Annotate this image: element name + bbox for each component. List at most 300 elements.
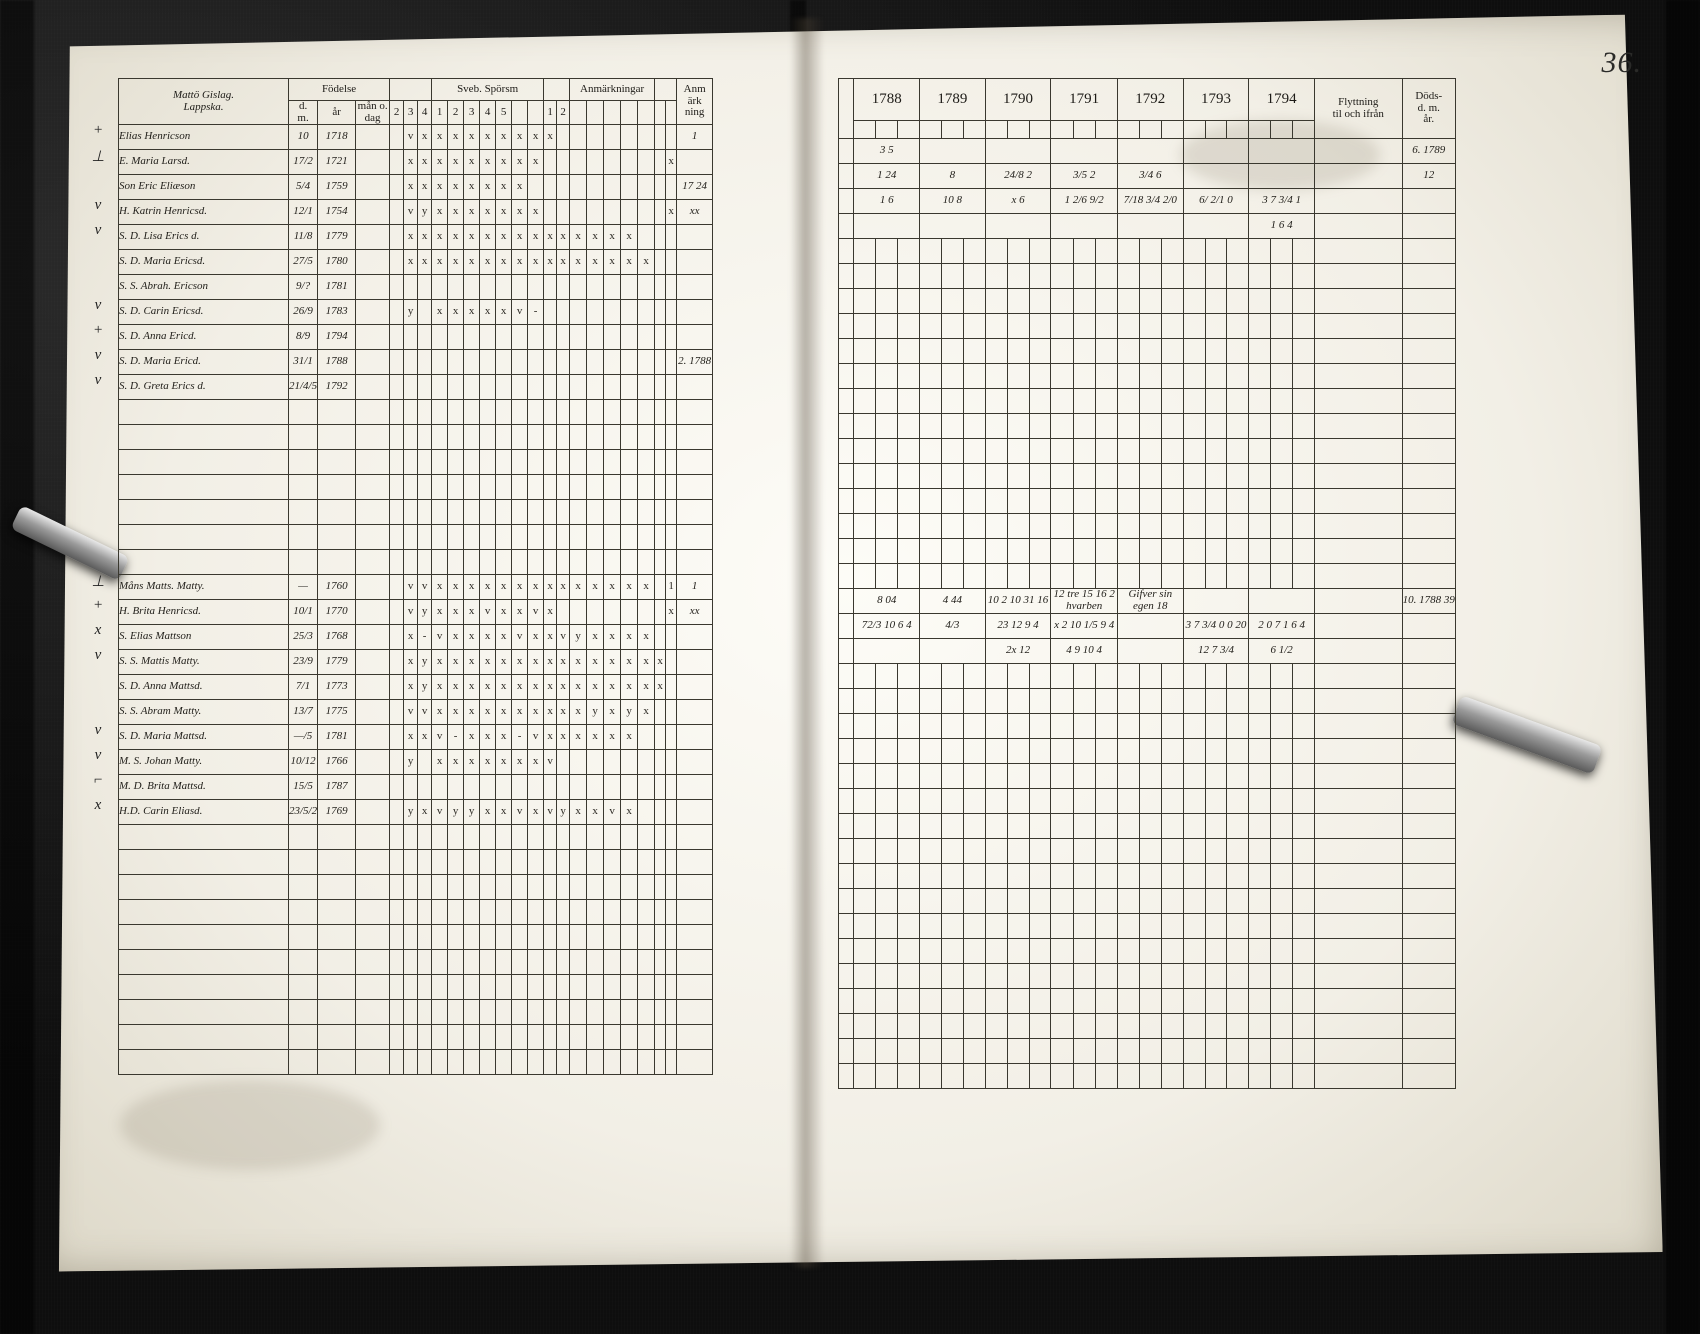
check-cell: x [638, 575, 655, 600]
empty-cell [1073, 939, 1095, 964]
margin-symbol: v [94, 372, 102, 388]
empty-cell [544, 975, 557, 1000]
empty-cell [1139, 739, 1161, 764]
check-cell: x [557, 250, 570, 275]
flyttning-entry [1314, 214, 1402, 239]
check-cell [666, 350, 677, 375]
empty-cell [496, 500, 512, 525]
empty-cell [557, 425, 570, 450]
empty-cell [1227, 914, 1249, 939]
row-lead [839, 539, 854, 564]
birth-day: 10 [289, 125, 318, 150]
empty-cell [677, 925, 713, 950]
empty-cell [876, 389, 898, 414]
empty-cell [570, 475, 587, 500]
empty-cell [898, 389, 920, 414]
check-cell [604, 775, 621, 800]
empty-cell [898, 489, 920, 514]
check-cell: x [666, 150, 677, 175]
empty-cell [1029, 389, 1051, 414]
empty-name [119, 1050, 289, 1075]
empty-cell [666, 500, 677, 525]
birth-day: — [289, 575, 318, 600]
check-cell [638, 750, 655, 775]
empty-cell [920, 664, 942, 689]
empty-cell [1051, 689, 1073, 714]
empty-cell [1051, 364, 1073, 389]
note-cell [677, 275, 713, 300]
empty-cell [1139, 989, 1161, 1014]
check-cell: v [418, 575, 432, 600]
check-cell: x [544, 250, 557, 275]
empty-cell [1205, 689, 1227, 714]
empty-cell [1249, 889, 1271, 914]
empty-cell [876, 839, 898, 864]
empty-cell [677, 850, 713, 875]
empty-cell [1314, 764, 1402, 789]
empty-cell [587, 1000, 604, 1025]
empty-cell [985, 789, 1007, 814]
empty-cell [1314, 1039, 1402, 1064]
check-cell: x [448, 650, 464, 675]
empty-cell [1183, 364, 1205, 389]
empty-cell [1095, 414, 1117, 439]
row-lead [839, 514, 854, 539]
empty-cell [1183, 664, 1205, 689]
empty-cell [544, 900, 557, 925]
margin-symbol: v [94, 197, 102, 213]
check-cell: x [418, 250, 432, 275]
check-cell [604, 300, 621, 325]
empty-cell [604, 1050, 621, 1075]
col-cat-3: 3 [464, 101, 480, 125]
row-lead [839, 814, 854, 839]
year-entry [1249, 139, 1315, 164]
empty-cell [1402, 539, 1455, 564]
empty-cell [1095, 689, 1117, 714]
empty-cell [587, 475, 604, 500]
empty-cell [1402, 814, 1455, 839]
check-cell: x [638, 675, 655, 700]
table-row [119, 650, 713, 675]
empty-cell [666, 525, 677, 550]
empty-cell [898, 1064, 920, 1089]
empty-cell [1227, 1064, 1249, 1089]
empty-cell [1314, 989, 1402, 1014]
check-cell [496, 275, 512, 300]
check-cell: x [464, 600, 480, 625]
person-name: S. D. Anna Ericd. [119, 325, 289, 350]
empty-cell [621, 475, 638, 500]
empty-cell [677, 825, 713, 850]
empty-cell [920, 939, 942, 964]
table-row [839, 189, 1456, 214]
empty-cell [356, 1025, 390, 1050]
empty-cell [898, 1039, 920, 1064]
year-header-1793: 1793 [1183, 79, 1249, 121]
col-birth-parish: mån o. dag [356, 101, 390, 125]
empty-cell [1007, 714, 1029, 739]
check-cell [390, 300, 404, 325]
empty-cell [1139, 389, 1161, 414]
person-name: S. D. Anna Mattsd. [119, 675, 289, 700]
birth-year: 1788 [318, 350, 356, 375]
birth-year: 1769 [318, 800, 356, 825]
year-header-1790: 1790 [985, 79, 1051, 121]
empty-cell [1183, 489, 1205, 514]
row-lead [839, 439, 854, 464]
empty-cell [1051, 539, 1073, 564]
empty-cell [1293, 864, 1315, 889]
empty-cell [464, 1050, 480, 1075]
empty-cell [1007, 964, 1029, 989]
check-cell [432, 375, 448, 400]
empty-cell [1205, 464, 1227, 489]
empty-cell [941, 239, 963, 264]
birth-day: 17/2 [289, 150, 318, 175]
check-cell [638, 225, 655, 250]
check-cell: y [418, 650, 432, 675]
empty-cell [1139, 564, 1161, 589]
check-cell [638, 300, 655, 325]
check-cell: x [638, 650, 655, 675]
empty-name [119, 550, 289, 575]
empty-cell [898, 364, 920, 389]
empty-cell [496, 475, 512, 500]
empty-cell [898, 314, 920, 339]
check-cell: x [528, 250, 544, 275]
empty-cell [496, 525, 512, 550]
empty-cell [318, 525, 356, 550]
note-cell [677, 800, 713, 825]
empty-cell [941, 689, 963, 714]
empty-cell [356, 950, 390, 975]
empty-cell [1117, 814, 1139, 839]
empty-cell [1139, 464, 1161, 489]
empty-cell [356, 525, 390, 550]
birth-year: 1783 [318, 300, 356, 325]
empty-cell [1073, 389, 1095, 414]
empty-cell [557, 550, 570, 575]
empty-cell [448, 525, 464, 550]
empty-cell [963, 714, 985, 739]
empty-cell [920, 1014, 942, 1039]
check-cell [587, 750, 604, 775]
empty-cell [985, 864, 1007, 889]
empty-cell [570, 450, 587, 475]
row-lead [839, 839, 854, 864]
empty-cell [677, 950, 713, 975]
empty-cell [854, 414, 876, 439]
empty-cell [1293, 689, 1315, 714]
check-cell [570, 750, 587, 775]
empty-cell [1271, 814, 1293, 839]
check-cell: x [557, 725, 570, 750]
left-title [119, 79, 289, 125]
empty-cell [854, 239, 876, 264]
check-cell [496, 325, 512, 350]
check-cell: x [528, 125, 544, 150]
empty-cell [621, 825, 638, 850]
check-cell: x [570, 675, 587, 700]
empty-row [839, 389, 1456, 414]
empty-cell [1293, 489, 1315, 514]
table-row [119, 375, 713, 400]
empty-cell [1271, 739, 1293, 764]
check-cell [528, 350, 544, 375]
sub-d3 [1095, 121, 1117, 139]
row-lead [839, 889, 854, 914]
note-cell [677, 250, 713, 275]
year-entry: 23 12 9 4 [985, 614, 1051, 639]
empty-cell [418, 875, 432, 900]
empty-cell [480, 400, 496, 425]
empty-cell [1095, 1039, 1117, 1064]
empty-cell [1051, 1064, 1073, 1089]
row-lead [839, 189, 854, 214]
empty-cell [1051, 664, 1073, 689]
empty-cell [1249, 439, 1271, 464]
empty-cell [1183, 239, 1205, 264]
year-entry: 3 7 3/4 0 0 20 [1183, 614, 1249, 639]
empty-cell [655, 1025, 666, 1050]
check-cell: x [404, 675, 418, 700]
check-cell [432, 275, 448, 300]
empty-cell [854, 764, 876, 789]
empty-cell [289, 500, 318, 525]
empty-cell [496, 1000, 512, 1025]
check-cell: x [404, 250, 418, 275]
empty-name [119, 500, 289, 525]
empty-cell [432, 950, 448, 975]
empty-cell [1271, 564, 1293, 589]
row-lead [839, 164, 854, 189]
empty-cell [1029, 964, 1051, 989]
empty-cell [557, 875, 570, 900]
empty-cell [480, 425, 496, 450]
check-cell: x [448, 750, 464, 775]
empty-cell [496, 850, 512, 875]
sub-c3 [1029, 121, 1051, 139]
empty-cell [1314, 889, 1402, 914]
empty-cell [289, 975, 318, 1000]
empty-cell [941, 414, 963, 439]
check-cell: x [496, 175, 512, 200]
birth-year: 1766 [318, 750, 356, 775]
row-lead [839, 789, 854, 814]
empty-cell [854, 564, 876, 589]
check-cell: v [404, 200, 418, 225]
empty-cell [1139, 289, 1161, 314]
empty-cell [318, 425, 356, 450]
empty-cell [1117, 314, 1139, 339]
empty-cell [448, 950, 464, 975]
check-cell: x [404, 650, 418, 675]
empty-cell [655, 850, 666, 875]
empty-cell [1249, 864, 1271, 889]
flyttning-line-1: Flyttning [1338, 95, 1379, 108]
empty-cell [876, 739, 898, 764]
empty-cell [941, 1039, 963, 1064]
margin-symbol: ⊥ [91, 149, 105, 165]
check-cell: x [480, 625, 496, 650]
empty-cell [1271, 714, 1293, 739]
year-entry: 12 tre 15 16 2 hvarben [1051, 589, 1118, 614]
empty-cell [318, 1000, 356, 1025]
empty-cell [1139, 239, 1161, 264]
empty-cell [557, 950, 570, 975]
sub-f3 [1227, 121, 1249, 139]
empty-cell [1117, 939, 1139, 964]
empty-cell [1205, 964, 1227, 989]
empty-cell [963, 989, 985, 1014]
empty-cell [604, 425, 621, 450]
sub-d2 [1073, 121, 1095, 139]
empty-cell [1161, 789, 1183, 814]
birth-year: 1781 [318, 725, 356, 750]
empty-cell [496, 425, 512, 450]
check-cell: x [570, 250, 587, 275]
empty-cell [418, 950, 432, 975]
empty-cell [432, 1000, 448, 1025]
check-cell: x [464, 725, 480, 750]
empty-cell [920, 839, 942, 864]
empty-cell [1139, 789, 1161, 814]
note-cell: 2. 1788 [677, 350, 713, 375]
empty-cell [448, 825, 464, 850]
empty-row [839, 264, 1456, 289]
empty-cell [587, 975, 604, 1000]
empty-cell [1249, 664, 1271, 689]
empty-cell [1271, 464, 1293, 489]
check-cell [638, 800, 655, 825]
check-cell: x [512, 225, 528, 250]
empty-cell [1007, 914, 1029, 939]
row-lead [839, 314, 854, 339]
empty-cell [1402, 664, 1455, 689]
empty-cell [587, 450, 604, 475]
empty-cell [920, 739, 942, 764]
empty-cell [1117, 989, 1139, 1014]
empty-cell [289, 550, 318, 575]
empty-cell [1029, 989, 1051, 1014]
empty-cell [941, 464, 963, 489]
check-cell: x [587, 675, 604, 700]
empty-cell [1051, 239, 1073, 264]
empty-cell [1205, 664, 1227, 689]
check-cell: v [512, 625, 528, 650]
empty-cell [1007, 539, 1029, 564]
empty-cell [1227, 964, 1249, 989]
empty-cell [898, 889, 920, 914]
empty-cell [1271, 339, 1293, 364]
empty-cell [1227, 339, 1249, 364]
empty-cell [854, 389, 876, 414]
empty-cell [1314, 289, 1402, 314]
empty-cell [1271, 1064, 1293, 1089]
check-cell: x [448, 175, 464, 200]
check-cell: x [464, 250, 480, 275]
check-cell [666, 325, 677, 350]
check-cell [570, 300, 587, 325]
empty-cell [985, 664, 1007, 689]
year-entry: 10 2 10 31 16 [985, 589, 1051, 614]
empty-cell [604, 875, 621, 900]
empty-cell [1227, 1039, 1249, 1064]
empty-cell [920, 789, 942, 814]
empty-cell [512, 1000, 528, 1025]
empty-cell [1095, 714, 1117, 739]
empty-cell [480, 1050, 496, 1075]
empty-cell [876, 414, 898, 439]
empty-cell [854, 1039, 876, 1064]
empty-cell [432, 875, 448, 900]
empty-cell [1293, 1014, 1315, 1039]
check-cell: x [404, 625, 418, 650]
person-name: S. S. Mattis Matty. [119, 650, 289, 675]
empty-cell [1271, 789, 1293, 814]
check-cell: x [496, 300, 512, 325]
year-entry [920, 214, 986, 239]
empty-cell [1007, 739, 1029, 764]
folio-number: 36. [1601, 46, 1642, 79]
empty-cell [604, 475, 621, 500]
empty-cell [418, 975, 432, 1000]
check-cell: v [544, 750, 557, 775]
check-cell [528, 375, 544, 400]
check-cell: x [432, 150, 448, 175]
empty-cell [512, 525, 528, 550]
empty-cell [1183, 739, 1205, 764]
check-cell [404, 275, 418, 300]
flyttning-line-2: til och ifrån [1332, 107, 1384, 120]
year-entry [854, 214, 920, 239]
empty-cell [1139, 939, 1161, 964]
person-name: Måns Matts. Matty. [119, 575, 289, 600]
empty-cell [941, 364, 963, 389]
check-cell: x [418, 725, 432, 750]
empty-cell [1402, 889, 1455, 914]
year-entry: 2x 12 [985, 639, 1051, 664]
check-cell [464, 325, 480, 350]
empty-cell [1402, 514, 1455, 539]
check-cell [666, 275, 677, 300]
empty-row [839, 989, 1456, 1014]
empty-cell [512, 1050, 528, 1075]
empty-cell [1029, 264, 1051, 289]
empty-cell [390, 400, 404, 425]
empty-cell [528, 550, 544, 575]
margin-symbol [78, 272, 118, 297]
empty-cell [318, 550, 356, 575]
birth-parish [356, 375, 390, 400]
empty-cell [432, 975, 448, 1000]
year-entry: 24/8 2 [985, 164, 1051, 189]
empty-cell [1007, 839, 1029, 864]
check-cell: x [544, 700, 557, 725]
empty-cell [544, 550, 557, 575]
empty-cell [1139, 689, 1161, 714]
row-lead [839, 289, 854, 314]
empty-cell [1249, 1039, 1271, 1064]
dods-entry [1402, 639, 1455, 664]
check-cell [666, 750, 677, 775]
empty-cell [356, 850, 390, 875]
empty-cell [1249, 314, 1271, 339]
group-header-sporsm: Anmärkningar [570, 79, 655, 101]
empty-cell [464, 425, 480, 450]
check-cell: x [528, 650, 544, 675]
